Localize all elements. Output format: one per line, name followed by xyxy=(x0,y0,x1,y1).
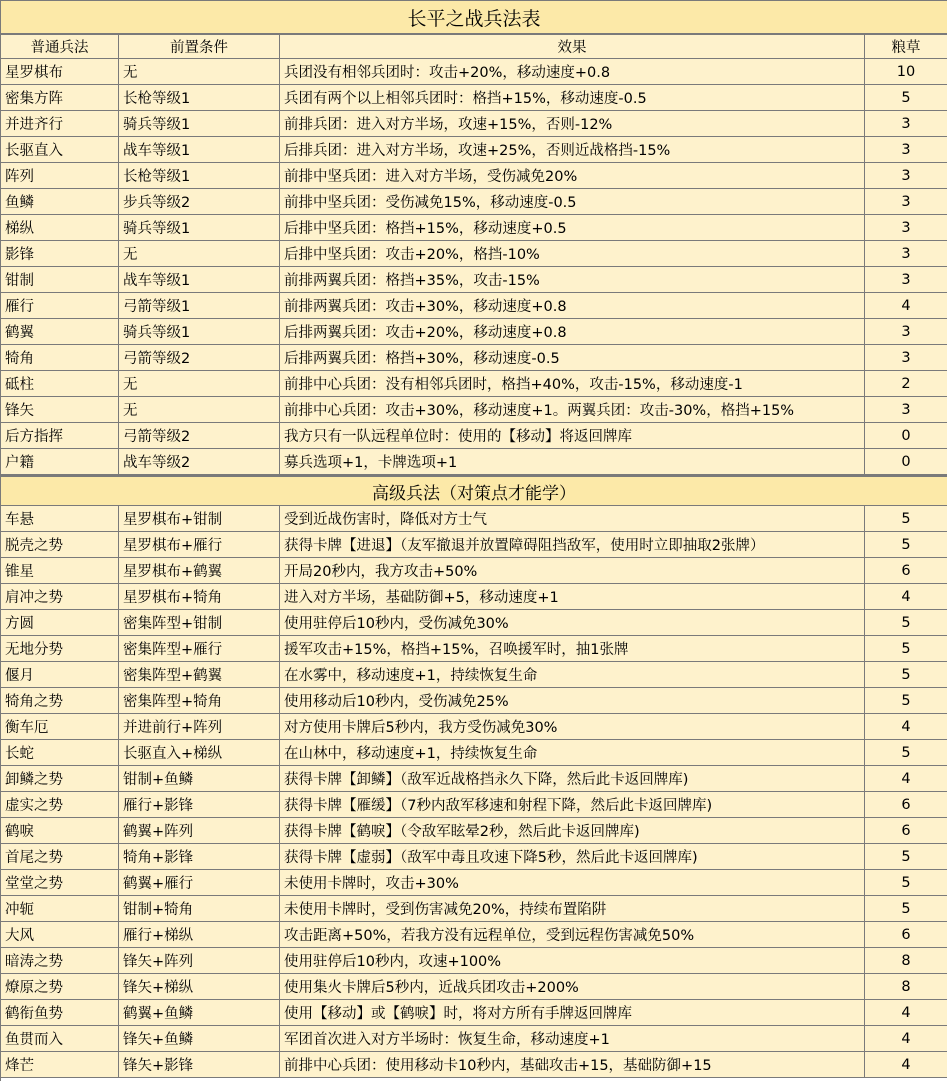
prerequisite: 密集阵型+鹤翼 xyxy=(119,662,280,688)
grain-cost: 5 xyxy=(865,506,947,532)
header-prerequisite: 前置条件 xyxy=(119,35,280,59)
prerequisite: 战车等级1 xyxy=(119,267,280,293)
header-effect: 效果 xyxy=(280,35,865,59)
effect: 使用驻停后10秒内，攻速+100% xyxy=(280,948,865,974)
prerequisite: 锋矢+梯纵 xyxy=(119,974,280,1000)
tactic-name: 烽芒 xyxy=(1,1052,119,1078)
effect: 前排中心兵团：没有相邻兵团时，格挡+40%，攻击-15%，移动速度-1 xyxy=(280,371,865,397)
grain-cost: 3 xyxy=(865,319,947,345)
effect: 获得卡牌【进退】（友军撤退并放置障碍阻挡敌军，使用时立即抽取2张牌） xyxy=(280,532,865,558)
tactic-name: 阵列 xyxy=(1,163,119,189)
grain-cost: 8 xyxy=(865,948,947,974)
effect: 兵团有两个以上相邻兵团时：格挡+15%，移动速度-0.5 xyxy=(280,85,865,111)
grain-cost: 4 xyxy=(865,714,947,740)
effect: 前排中坚兵团：进入对方半场，受伤减免20% xyxy=(280,163,865,189)
tactic-name: 后方指挥 xyxy=(1,423,119,449)
prerequisite: 钳制+犄角 xyxy=(119,896,280,922)
effect: 获得卡牌【卸鳞】（敌军近战格挡永久下降，然后此卡返回牌库) xyxy=(280,766,865,792)
effect: 前排两翼兵团：格挡+35%，攻击-15% xyxy=(280,267,865,293)
prerequisite: 骑兵等级1 xyxy=(119,319,280,345)
tactic-name: 堂堂之势 xyxy=(1,870,119,896)
grain-cost: 4 xyxy=(865,293,947,319)
advanced-section-title: 高级兵法（对策点才能学） xyxy=(1,475,947,506)
grain-cost: 5 xyxy=(865,740,947,766)
effect: 我方只有一队远程单位时：使用的【移动】将返回牌库 xyxy=(280,423,865,449)
prerequisite: 雁行+梯纵 xyxy=(119,922,280,948)
tactic-name: 锥星 xyxy=(1,558,119,584)
prerequisite: 战车等级2 xyxy=(119,449,280,475)
grain-cost: 5 xyxy=(865,636,947,662)
grain-cost: 4 xyxy=(865,1052,947,1078)
tactic-name: 鱼鳞 xyxy=(1,189,119,215)
tactic-name: 衡车厄 xyxy=(1,714,119,740)
effect: 后排兵团：进入对方半场，攻速+25%，否则近战格挡-15% xyxy=(280,137,865,163)
prerequisite: 密集阵型+雁行 xyxy=(119,636,280,662)
effect: 前排中心兵团：使用移动卡10秒内，基础攻击+15，基础防御+15 xyxy=(280,1052,865,1078)
effect: 使用驻停后10秒内，受伤减免30% xyxy=(280,610,865,636)
tactic-name: 燎原之势 xyxy=(1,974,119,1000)
effect: 获得卡牌【雁缓】（7秒内敌军移速和射程下降，然后此卡返回牌库) xyxy=(280,792,865,818)
prerequisite: 战车等级1 xyxy=(119,137,280,163)
effect: 后排两翼兵团：攻击+20%，移动速度+0.8 xyxy=(280,319,865,345)
grain-cost: 5 xyxy=(865,896,947,922)
grain-cost: 6 xyxy=(865,818,947,844)
grain-cost: 5 xyxy=(865,844,947,870)
grain-cost: 6 xyxy=(865,792,947,818)
tactic-name: 雁行 xyxy=(1,293,119,319)
tactic-name: 脱壳之势 xyxy=(1,532,119,558)
grain-cost: 3 xyxy=(865,267,947,293)
effect: 兵团没有相邻兵团时：攻击+20%，移动速度+0.8 xyxy=(280,59,865,85)
tactic-name: 砥柱 xyxy=(1,371,119,397)
tactic-name: 卸鳞之势 xyxy=(1,766,119,792)
grain-cost: 5 xyxy=(865,532,947,558)
tactic-name: 虚实之势 xyxy=(1,792,119,818)
prerequisite: 骑兵等级1 xyxy=(119,111,280,137)
grain-cost: 3 xyxy=(865,111,947,137)
effect: 在山林中，移动速度+1，持续恢复生命 xyxy=(280,740,865,766)
prerequisite: 密集阵型+钳制 xyxy=(119,610,280,636)
tactic-name: 长驱直入 xyxy=(1,137,119,163)
prerequisite: 星罗棋布+犄角 xyxy=(119,584,280,610)
grain-cost: 5 xyxy=(865,870,947,896)
prerequisite: 无 xyxy=(119,241,280,267)
effect: 使用移动后10秒内，受伤减免25% xyxy=(280,688,865,714)
header-name: 普通兵法 xyxy=(1,35,119,59)
tactic-name: 锋矢 xyxy=(1,397,119,423)
effect: 后排两翼兵团：格挡+30%，移动速度-0.5 xyxy=(280,345,865,371)
prerequisite: 锋矢+鱼鳞 xyxy=(119,1026,280,1052)
grain-cost: 10 xyxy=(865,59,947,85)
tactic-name: 梯纵 xyxy=(1,215,119,241)
grain-cost: 3 xyxy=(865,397,947,423)
prerequisite: 鹤翼+鱼鳞 xyxy=(119,1000,280,1026)
tactic-name: 首尾之势 xyxy=(1,844,119,870)
prerequisite: 星罗棋布+钳制 xyxy=(119,506,280,532)
prerequisite: 鹤翼+阵列 xyxy=(119,818,280,844)
effect: 对方使用卡牌后5秒内，我方受伤减免30% xyxy=(280,714,865,740)
grain-cost: 3 xyxy=(865,189,947,215)
grain-cost: 0 xyxy=(865,449,947,475)
grain-cost: 5 xyxy=(865,610,947,636)
prerequisite: 弓箭等级2 xyxy=(119,423,280,449)
prerequisite: 鹤翼+雁行 xyxy=(119,870,280,896)
grain-cost: 0 xyxy=(865,423,947,449)
tactic-name: 无地分势 xyxy=(1,636,119,662)
effect: 援军攻击+15%，格挡+15%，召唤援军时，抽1张牌 xyxy=(280,636,865,662)
effect: 未使用卡牌时，攻击+30% xyxy=(280,870,865,896)
grain-cost: 5 xyxy=(865,85,947,111)
tactic-name: 肩冲之势 xyxy=(1,584,119,610)
tactic-name: 钳制 xyxy=(1,267,119,293)
grain-cost: 6 xyxy=(865,558,947,584)
prerequisite: 无 xyxy=(119,371,280,397)
header-cost: 粮草 xyxy=(865,35,947,59)
tactic-name: 密集方阵 xyxy=(1,85,119,111)
table-title: 长平之战兵法表 xyxy=(1,1,947,35)
prerequisite: 长驱直入+梯纵 xyxy=(119,740,280,766)
prerequisite: 星罗棋布+鹤翼 xyxy=(119,558,280,584)
tactic-name: 鹤翼 xyxy=(1,319,119,345)
grain-cost: 3 xyxy=(865,345,947,371)
effect: 后排中坚兵团：攻击+20%，格挡-10% xyxy=(280,241,865,267)
effect: 进入对方半场，基础防御+5，移动速度+1 xyxy=(280,584,865,610)
tactic-name: 方圆 xyxy=(1,610,119,636)
prerequisite: 无 xyxy=(119,397,280,423)
grain-cost: 5 xyxy=(865,662,947,688)
prerequisite: 雁行+影锋 xyxy=(119,792,280,818)
grain-cost: 3 xyxy=(865,215,947,241)
prerequisite: 并进前行+阵列 xyxy=(119,714,280,740)
grain-cost: 6 xyxy=(865,922,947,948)
tactic-name: 并进齐行 xyxy=(1,111,119,137)
grain-cost: 3 xyxy=(865,163,947,189)
grain-cost: 4 xyxy=(865,1026,947,1052)
prerequisite: 密集阵型+犄角 xyxy=(119,688,280,714)
tactic-name: 鱼贯而入 xyxy=(1,1026,119,1052)
effect: 获得卡牌【鹤唳】（令敌军眩晕2秒，然后此卡返回牌库) xyxy=(280,818,865,844)
prerequisite: 钳制+鱼鳞 xyxy=(119,766,280,792)
prerequisite: 犄角+影锋 xyxy=(119,844,280,870)
effect: 前排中坚兵团：受伤减免15%，移动速度-0.5 xyxy=(280,189,865,215)
tactic-name: 大风 xyxy=(1,922,119,948)
tactic-name: 鹤唳 xyxy=(1,818,119,844)
prerequisite: 步兵等级2 xyxy=(119,189,280,215)
tactic-name: 户籍 xyxy=(1,449,119,475)
effect: 前排中心兵团：攻击+30%，移动速度+1。两翼兵团：攻击-30%，格挡+15% xyxy=(280,397,865,423)
effect: 获得卡牌【虚弱】（敌军中毒且攻速下降5秒，然后此卡返回牌库) xyxy=(280,844,865,870)
prerequisite: 骑兵等级1 xyxy=(119,215,280,241)
effect: 受到近战伤害时，降低对方士气 xyxy=(280,506,865,532)
prerequisite: 弓箭等级2 xyxy=(119,345,280,371)
effect: 在水雾中，移动速度+1，持续恢复生命 xyxy=(280,662,865,688)
tactic-name: 鹤衔鱼势 xyxy=(1,1000,119,1026)
tactic-name: 车悬 xyxy=(1,506,119,532)
tactic-name: 影锋 xyxy=(1,241,119,267)
grain-cost: 4 xyxy=(865,1000,947,1026)
prerequisite: 锋矢+阵列 xyxy=(119,948,280,974)
tactic-name: 冲轭 xyxy=(1,896,119,922)
grain-cost: 2 xyxy=(865,371,947,397)
effect: 募兵选项+1，卡牌选项+1 xyxy=(280,449,865,475)
effect: 前排两翼兵团：攻击+30%，移动速度+0.8 xyxy=(280,293,865,319)
prerequisite: 锋矢+影锋 xyxy=(119,1052,280,1078)
prerequisite: 长枪等级1 xyxy=(119,163,280,189)
tactic-name: 暗涛之势 xyxy=(1,948,119,974)
effect: 前排兵团：进入对方半场，攻速+15%，否则-12% xyxy=(280,111,865,137)
tactic-name: 星罗棋布 xyxy=(1,59,119,85)
grain-cost: 5 xyxy=(865,688,947,714)
grain-cost: 4 xyxy=(865,766,947,792)
effect: 开局20秒内，我方攻击+50% xyxy=(280,558,865,584)
prerequisite: 无 xyxy=(119,59,280,85)
grain-cost: 8 xyxy=(865,974,947,1000)
tactic-name: 偃月 xyxy=(1,662,119,688)
effect: 使用集火卡牌后5秒内，近战兵团攻击+200% xyxy=(280,974,865,1000)
tactic-name: 犄角 xyxy=(1,345,119,371)
prerequisite: 弓箭等级1 xyxy=(119,293,280,319)
effect: 攻击距离+50%，若我方没有远程单位，受到远程伤害减免50% xyxy=(280,922,865,948)
prerequisite: 长枪等级1 xyxy=(119,85,280,111)
tactic-name: 长蛇 xyxy=(1,740,119,766)
prerequisite: 星罗棋布+雁行 xyxy=(119,532,280,558)
effect: 未使用卡牌时，受到伤害减免20%，持续布置陷阱 xyxy=(280,896,865,922)
tactic-name: 犄角之势 xyxy=(1,688,119,714)
grain-cost: 3 xyxy=(865,241,947,267)
effect: 使用【移动】或【鹤唳】时，将对方所有手牌返回牌库 xyxy=(280,1000,865,1026)
grain-cost: 4 xyxy=(865,584,947,610)
grain-cost: 3 xyxy=(865,137,947,163)
effect: 后排中坚兵团：格挡+15%，移动速度+0.5 xyxy=(280,215,865,241)
effect: 军团首次进入对方半场时：恢复生命，移动速度+1 xyxy=(280,1026,865,1052)
